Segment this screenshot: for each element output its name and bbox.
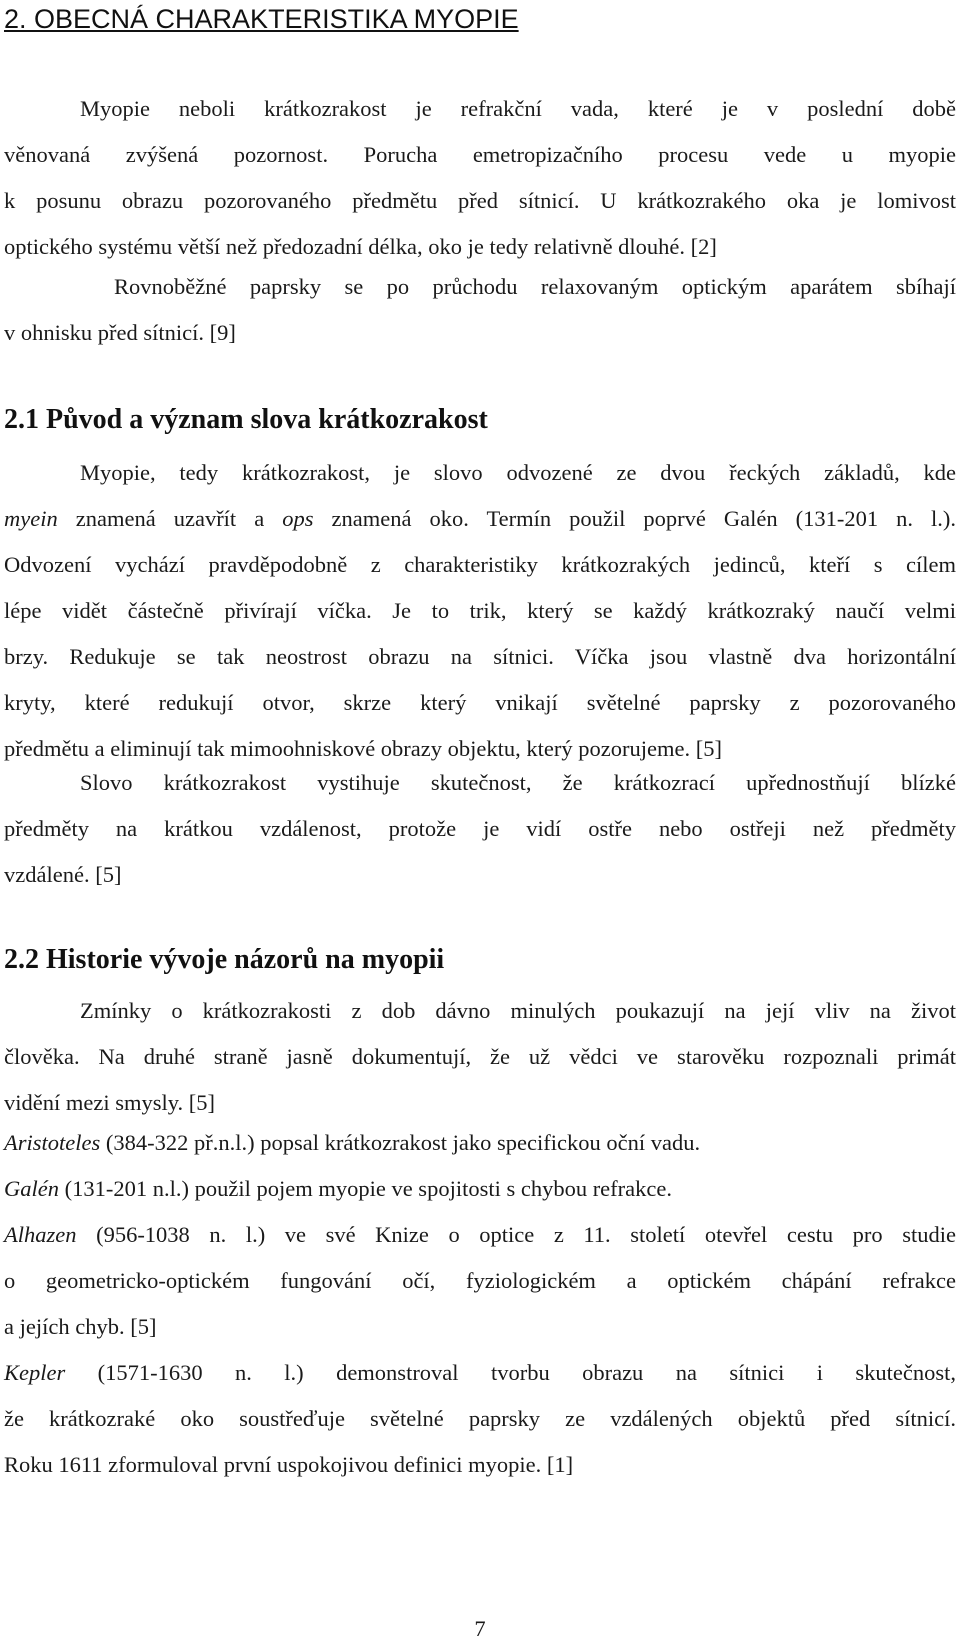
alhazen-entry: Alhazen (956-1038 n. l.) ve své Knize o optice z 11. století otevřel cestu pro studie <box>4 1222 956 1247</box>
intro-paragraph-2 <box>4 264 956 356</box>
section-2-1-paragraph-1 <box>4 450 956 772</box>
text-line: optického systému větší než předozadní délka, oko je tedy relativně dlouhé. [2] <box>4 234 717 259</box>
section-2-1-paragraph-2 <box>4 760 956 898</box>
text-line: Roku 1611 zformuloval první uspokojivou definici myopie. [1] <box>4 1452 574 1477</box>
term-ops: ops <box>282 506 314 531</box>
term-myein: myein <box>4 506 58 531</box>
text-line: věnovaná zvýšená pozornost. Porucha emetropizačního procesu vede u myopie <box>4 142 956 167</box>
name-aristoteles: Aristoteles <box>4 1130 101 1155</box>
text-line: předmětu a eliminují tak mimoohniskové obrazy objektu, který pozorujeme. [5] <box>4 736 722 761</box>
text-line: k posunu obrazu pozorovaného předmětu před sítnicí. U krátkozrakého oka je lomivost <box>4 188 956 213</box>
galen-entry: Galén (131-201 n.l.) použil pojem myopie ve spojitosti s chybou refrakce. <box>4 1176 672 1201</box>
name-alhazen: Alhazen <box>4 1222 77 1247</box>
text-line: že krátkozraké oko soustřeďuje světelné paprsky ze vzdálených objektů před sítnicí. <box>4 1406 956 1431</box>
section-2-2-paragraph-1 <box>4 988 956 1126</box>
historical-figures-list <box>4 1120 956 1488</box>
aristoteles-entry: Aristoteles (384-322 př.n.l.) popsal krátkozrakost jako specifickou oční vadu. <box>4 1130 701 1155</box>
kepler-entry: Kepler (1571-1630 n. l.) demonstroval tvorbu obrazu na sítnici i skutečnost, <box>4 1360 956 1385</box>
text-line: Myopie neboli krátkozrakost je refrakční vada, které je v poslední době <box>80 96 956 121</box>
text-line: Slovo krátkozrakost vystihuje skutečnost, že krátkozrací upřednostňují blízké <box>80 770 956 795</box>
name-kepler: Kepler <box>4 1360 66 1385</box>
text-line: brzy. Redukuje se tak neostrost obrazu na sítnici. Víčka jsou vlastně dva horizontální <box>4 644 956 669</box>
text-line: předměty na krátkou vzdálenost, protože je vidí ostře nebo ostřeji než předměty <box>4 816 956 841</box>
text-line: o geometricko-optickém fungování očí, fyziologickém a optickém chápání refrakce <box>4 1268 956 1293</box>
chapter-heading: 2. OBECNÁ CHARAKTERISTIKA MYOPIE <box>4 4 519 34</box>
section-heading-2-1: 2.1 Původ a význam slova krátkozrakost <box>4 404 488 435</box>
text-line: lépe vidět částečně přivírají víčka. Je to trik, který se každý krátkozraký naučí velmi <box>4 598 956 623</box>
text-line: vidění mezi smysly. [5] <box>4 1090 216 1115</box>
text-line: myein znamená uzavřít a ops znamená oko. Termín použil poprvé Galén (131-201 n. l.). <box>4 506 957 531</box>
text-line: Myopie, tedy krátkozrakost, je slovo odvozené ze dvou řeckých základů, kde <box>80 460 956 485</box>
text-line: vzdálené. [5] <box>4 862 122 887</box>
text-line: a jejích chyb. [5] <box>4 1314 157 1339</box>
name-galen: Galén <box>4 1176 59 1201</box>
text-line: Zmínky o krátkozrakosti z dob dávno minulých poukazují na její vliv na život <box>80 998 956 1023</box>
text-line: Odvození vychází pravděpodobně z charakteristiky krátkozrakých jedinců, kteří s cílem <box>4 552 956 577</box>
page-number: 7 <box>474 1616 486 1641</box>
text-line: člověka. Na druhé straně jasně dokumentují, že už vědci ve starověku rozpoznali primát <box>4 1044 956 1069</box>
text-line: v ohnisku před sítnicí. [9] <box>4 320 236 345</box>
intro-paragraph-1 <box>4 86 956 270</box>
section-heading-2-2: 2.2 Historie vývoje názorů na myopii <box>4 944 445 975</box>
text-line: Rovnoběžné paprsky se po průchodu relaxovaným optickým aparátem sbíhají <box>114 274 956 299</box>
text-line: kryty, které redukují otvor, skrze který vnikají světelné paprsky z pozorovaného <box>4 690 956 715</box>
